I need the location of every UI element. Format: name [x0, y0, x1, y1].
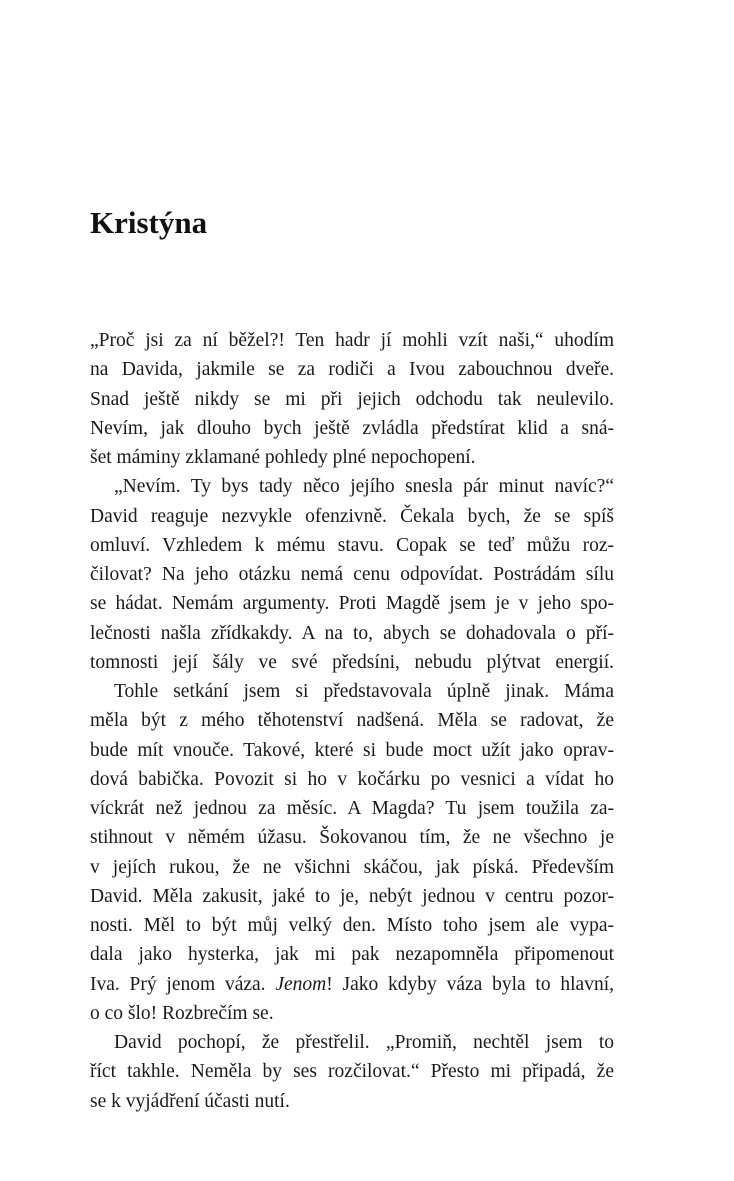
text-line: dala jako hysterka, jak mi pak nezapomněla připomenout [90, 944, 614, 966]
book-page [90, 0, 614, 1181]
text-line: o co šlo! Rozbrečím se. [90, 1002, 274, 1024]
text-line: David. Měla zakusit, jaké to je, nebýt jednou v centru pozor- [90, 885, 614, 907]
text-line: víckrát než jednou za měsíc. A Magda? Tu jsem toužila za- [90, 798, 614, 819]
text-line: omluví. Vzhledem k mému stavu. Copak se teď můžu roz- [90, 534, 614, 556]
text-line: Nevím, jak dlouho bych ještě zvládla předstírat klid a sná- [90, 417, 614, 439]
text-line: se k vyjádření účasti nutí. [90, 1090, 290, 1112]
text-line: měla být z mého těhotenství nadšená. Měla se radovat, že [90, 710, 614, 732]
text-line: „Nevím. Ty bys tady něco jejího snesla pár minut navíc?“ [114, 476, 614, 498]
text-line: stihnout v němém úžasu. Šokovanou tím, že ne všechno je [90, 827, 614, 849]
body-text [90, 326, 614, 1116]
text-line: Snad ještě nikdy se mi při jejich odchodu tak neulevilo. [90, 388, 614, 410]
text-segment: Iva. Prý jenom váza. [90, 973, 276, 995]
text-line: tomnosti její šály ve své předsíni, nebudu plýtvat energií. [90, 651, 614, 673]
text-line: nosti. Měl to být můj velký den. Místo toho jsem ale vypa- [90, 915, 614, 936]
text-line: bude mít vnouče. Takové, které si bude moct užít jako oprav- [90, 739, 614, 761]
text-line: Tohle setkání jsem si představovala úplně jinak. Máma [114, 681, 614, 702]
text-line: „Proč jsi za ní běžel?! Ten hadr jí mohli vzít naši,“ uhodím [90, 330, 614, 351]
text-line-with-emphasis [90, 970, 614, 999]
text-line: na Davida, jakmile se za rodiči a Ivou zabouchnou dveře. [90, 359, 614, 381]
text-segment: ! Jako kdyby váza byla to hlavní, [326, 973, 614, 995]
text-line: čilovat? Na jeho otázku nemá cenu odpovídat. Postrádám sílu [90, 564, 614, 585]
text-line: říct takhle. Neměla by ses rozčilovat.“ Přesto mi připadá, že [90, 1061, 614, 1083]
text-line: David pochopí, že přestřelil. „Promiň, nechtěl jsem to [114, 1032, 614, 1053]
text-line: se hádat. Nemám argumenty. Proti Magdě jsem je v jeho spo- [90, 593, 614, 615]
text-line: dová babička. Povozit si ho v kočárku po vesnici a vídat ho [90, 768, 614, 790]
text-line: David reaguje nezvykle ofenzivně. Čekala bych, že se spíš [90, 505, 614, 527]
emphasized-word: Jenom [275, 973, 327, 995]
text-line: lečnosti našla zřídkakdy. A na to, abych se dohadovala o pří- [90, 622, 614, 644]
text-line: v jejích rukou, že ne všichni skáčou, jak píská. Především [90, 856, 614, 878]
chapter-title: Kristýna [90, 205, 208, 240]
text-line: šet máminy zklamané pohledy plné nepochopení. [90, 447, 476, 468]
